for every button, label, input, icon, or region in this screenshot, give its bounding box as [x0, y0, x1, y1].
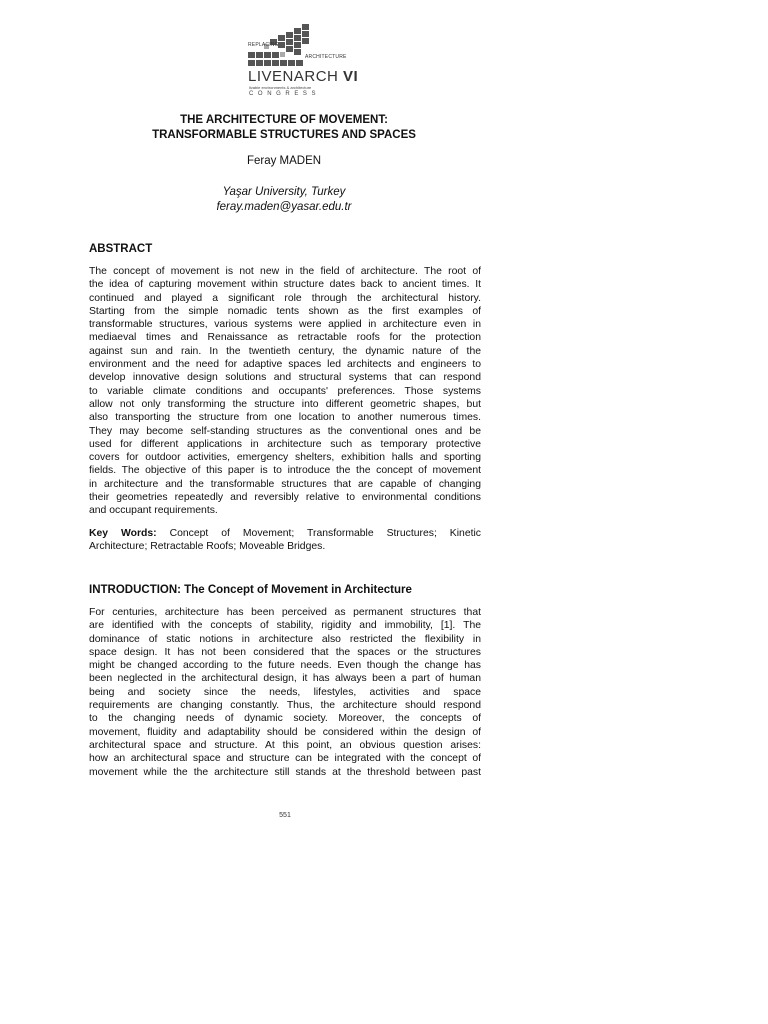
introduction-line: how an architectural space and structure can be integrated with the concept of: [89, 753, 481, 765]
introduction-line: architectural space and structure. At this point, an obvious question arises:: [89, 739, 481, 751]
abstract-line: transformable structures, various systems were applied in architecture even in: [89, 319, 481, 331]
keywords-line-1: [89, 527, 481, 540]
abstract-line: develop innovative design solutions and structural systems that can respond: [89, 372, 481, 384]
introduction-line: dominance of static notions in architecture also restricted the flexibility in: [89, 633, 481, 645]
introduction-line: are identified with the concepts of stability, rigidity and immobility, [1]. The: [89, 620, 481, 632]
paper-author: Feray MADEN: [246, 155, 322, 167]
introduction-line: might be changed according to the future needs. Even though the change has: [89, 660, 481, 672]
logo-replacing-text: REPLACING: [248, 42, 279, 48]
paper-title-line-1: THE ARCHITECTURE OF MOVEMENT:: [180, 114, 388, 126]
logo-architecture-text: ARCHITECTURE: [305, 54, 347, 60]
abstract-line: against sun and rain. In the twentieth century, the dynamic nature of the: [89, 345, 481, 357]
logo-congress-text: CONGRESS: [249, 91, 321, 97]
conference-logo: [246, 22, 359, 102]
abstract-text: [89, 265, 481, 518]
keywords-label: Key Words:: [89, 528, 157, 539]
keywords-line-2: Architecture; Retractable Roofs; Moveable Bridges.: [89, 541, 326, 553]
page-number: 551: [279, 812, 291, 819]
affiliation-university: Yaşar University, Turkey: [222, 186, 346, 198]
introduction-line: For centuries, architecture has been perceived as permanent structures that: [89, 607, 481, 618]
keywords: [89, 527, 481, 554]
introduction-line: movement, fluidity and adaptability should be considered within the design of: [89, 726, 481, 738]
paper-title: [88, 113, 480, 143]
introduction-line: requirements are changing constantly. Thus, the architecture should respond: [89, 700, 481, 712]
abstract-line: The concept of movement is not new in the field of architecture. The root of: [89, 266, 481, 277]
author-email: feray.maden@yasar.edu.tr: [216, 201, 352, 213]
abstract-line: the idea of capturing movement within structure dates back to ancient times. It: [89, 279, 481, 291]
abstract-line: and occupant requirements.: [89, 505, 218, 517]
abstract-line: covers for outdoor activities, emergency shelters, exhibition halls and sporting: [89, 452, 481, 464]
abstract-heading: ABSTRACT: [89, 243, 153, 255]
abstract-line: They may become self-standing structures as the conventional ones and be: [89, 425, 481, 437]
abstract-line: their geometries repeatedly and reversibly relative to environmental conditions: [89, 492, 481, 504]
abstract-line: to variable climate conditions and occupants' preferences. Those systems: [89, 385, 481, 397]
abstract-line: in architecture and the transformable structures that are capable of changing: [89, 478, 481, 490]
introduction-line: being and society since the needs, lifestyles, activities and space: [89, 686, 481, 698]
abstract-line: environment and the need for adaptive spaces led architects and engineers to: [89, 359, 481, 371]
introduction-line: been neglected in the architectural design, it has always been a part of human: [89, 673, 481, 685]
introduction-text: [89, 606, 481, 779]
paper-title-line-2: TRANSFORMABLE STRUCTURES AND SPACES: [152, 129, 416, 141]
introduction-line: space design. It has not been considered that the spaces or the structures: [89, 646, 481, 658]
logo-name: LIVENARCH VI: [248, 68, 359, 85]
keywords-text-1: Concept of Movement; Transformable Structures; Kinetic: [169, 528, 481, 539]
abstract-line: used for different applications in architecture such as temporary protective: [89, 438, 481, 450]
abstract-line: fields. The objective of this paper is to introduce the the concept of movement: [89, 465, 481, 477]
abstract-line: mediaeval times and Renaissance as retractable roofs for the protection: [89, 332, 481, 344]
introduction-heading: INTRODUCTION: The Concept of Movement in Architecture: [89, 584, 412, 596]
introduction-line: movement while the the architecture still stands at the threshold between past: [89, 766, 481, 778]
introduction-line: to the changing needs of dynamic society. Moreover, the concepts of: [89, 713, 481, 725]
abstract-line: Starting from the simple nomadic tents shown as the first examples of: [89, 305, 481, 317]
abstract-line: allow not only transforming the structure into different geometric shapes, but: [89, 398, 481, 410]
author-affiliation: [88, 185, 480, 215]
logo-tagline: livable environments & architecture: [249, 85, 312, 90]
abstract-line: also transporting the structure from one location to another numerous times.: [89, 412, 481, 424]
abstract-line: continued and played a significant role through the architectural history.: [89, 292, 481, 304]
